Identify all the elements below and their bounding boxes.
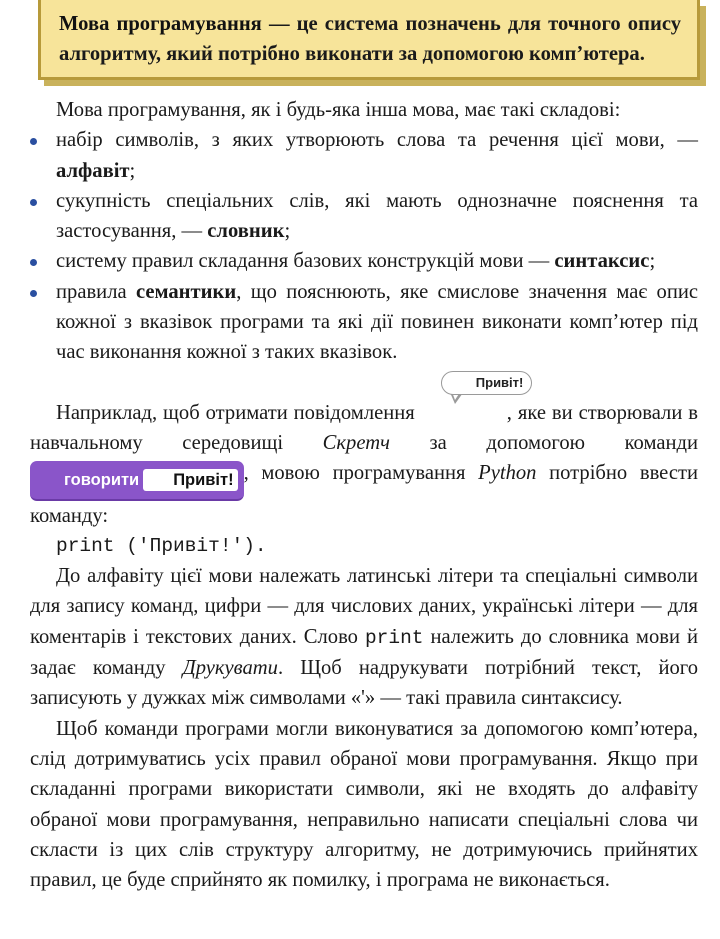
print-keyword: print bbox=[364, 626, 424, 649]
main-content bbox=[30, 95, 698, 895]
scratch-say-block bbox=[30, 461, 244, 500]
final-paragraph: Щоб команди програми могли виконуватися за допомогою комп’ютера, слід дотримуватись усіх правил обраної мови програмування. Якщо при складанні програми використати символи, які не входять до алфавіту обраної мови програмування, неправильно написати спеціальні слова чи скласти із цих слів структуру алгоритму, не дотримуючись прийнятих правил, це буде сприйнято як помилку, і програма не виконається. bbox=[30, 717, 698, 892]
speech-bubble bbox=[419, 374, 524, 423]
bullet-icon bbox=[30, 199, 37, 206]
components-list bbox=[30, 125, 698, 367]
bullet-icon bbox=[30, 259, 37, 266]
list-item: систему правил складання базових конструкцій мови — синтаксис; bbox=[30, 246, 698, 276]
scratch-block-keyword: говорити bbox=[64, 471, 140, 490]
list-item: набір символів, з яких утворюють слова та речення цієї мови, — алфавіт; bbox=[30, 125, 698, 186]
alphabet-paragraph: До алфавіту цієї мови належать латинські літери та спеціальні символи для запису команд, цифри — для числових даних, українські літери — для коментарів і текстових даних. Слово print належить до словника мови й задає команду Друкувати. Щоб надрукувати потрібний текст, його записують у дужках між символами «'» — такі правила синтаксису. bbox=[30, 565, 698, 710]
example-paragraph: Наприклад, щоб отримати повідомлення Привіт! , яке ви створювали в навчальному середовищі Скретч за допомогою команди говорити Привіт! , мовою програмування Python потрібно ввести команду: bbox=[30, 398, 698, 531]
bullet-icon bbox=[30, 290, 37, 297]
list-item: правила семантики, що пояснюють, яке смислове значення має опис кожної з вказівок програми та які дії повинен виконати комп’ютер під час виконання кожної з таких вказівок. bbox=[30, 277, 698, 368]
list-item: сукупність спеціальних слів, які мають однозначне пояснення та застосування, — словник; bbox=[30, 186, 698, 247]
bullet-icon bbox=[30, 138, 37, 145]
code-line: print ('Привіт!'). bbox=[56, 534, 267, 557]
intro-paragraph: Мова програмування, як і будь-яка інша мова, має такі складові: bbox=[56, 99, 621, 121]
speech-bubble-text: Привіт! bbox=[441, 371, 533, 395]
definition-term: Мова програмування bbox=[59, 13, 262, 35]
definition-text: — це система позначень для точного опису алгоритму, який потрібно виконати за допомогою комп’ютера. bbox=[59, 13, 681, 65]
scratch-block-argument: Привіт! bbox=[143, 469, 237, 491]
definition-box bbox=[38, 0, 700, 80]
